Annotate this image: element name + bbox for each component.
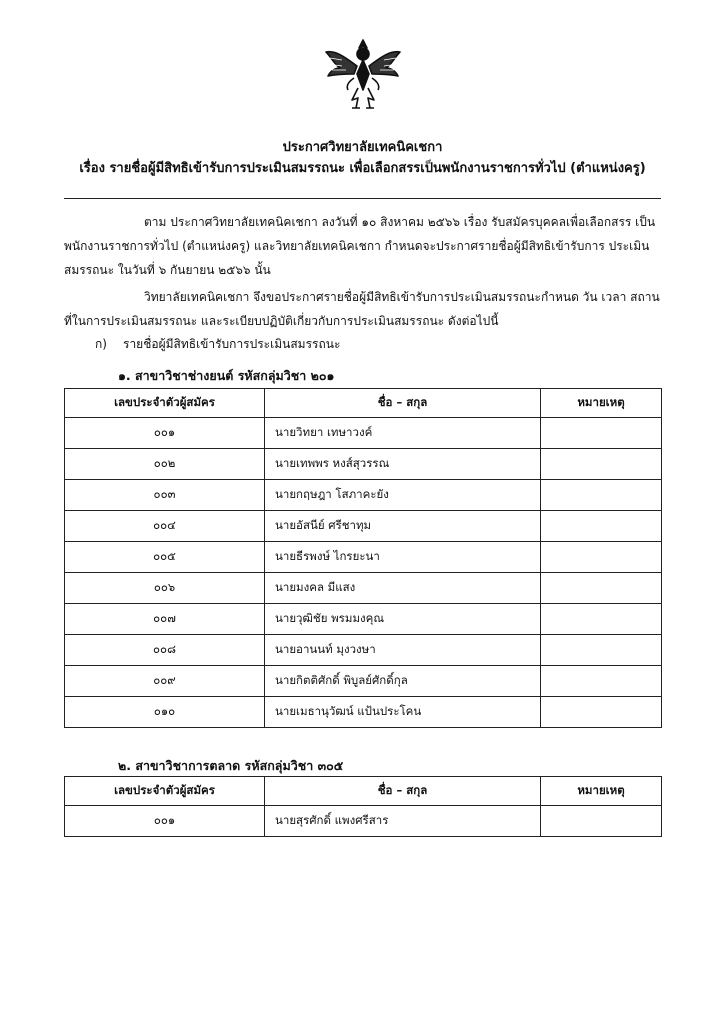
body-paragraph-1: ตาม ประกาศวิทยาลัยเทคนิคเชกา ลงวันที่ ๑๐ สิงหาคม ๒๕๖๖ เรื่อง รับสมัครบุคคลเพื่อเลือกสรร เป็นพนักงานราชการทั่วไป (ตำแหน่งครู) และวิทยาลัยเทคนิคเชกา กำหนดจะประกาศรายชื่อผู้มีสิทธิเข้ารับการ ประเมินสมรรถนะ ในวันที่ ๖ กันยายน ๒๕๖๖ นั้น [64, 215, 656, 277]
column-header-remark: หมายเหตุ [541, 389, 662, 418]
cell-name: นายวิทยา เทษาวงค์ [265, 418, 541, 449]
section-a-text: รายชื่อผู้มีสิทธิเข้ารับการประเมินสมรรถนะ [123, 337, 341, 351]
group-1-heading: ๑. สาขาวิชาช่างยนต์ รหัสกลุ่มวิชา ๒๐๑ [118, 368, 335, 383]
group-2-table [64, 776, 662, 837]
cell-remark [541, 542, 662, 573]
section-a-heading [95, 335, 340, 354]
table-row [65, 418, 662, 449]
table-row [65, 542, 662, 573]
table-row [65, 449, 662, 480]
cell-remark [541, 806, 662, 837]
table-row [65, 573, 662, 604]
group-1-table [64, 388, 662, 728]
cell-name: นายอานนท์ มุงวงษา [265, 635, 541, 666]
cell-id: ๐๑๐ [65, 697, 265, 728]
cell-name: นายเมธานุวัฒน์ แป้นประโคน [265, 697, 541, 728]
header-divider [64, 198, 661, 199]
table-row [65, 666, 662, 697]
garuda-emblem-icon [318, 34, 408, 114]
cell-remark [541, 449, 662, 480]
cell-name: นายมงคล มีแสง [265, 573, 541, 604]
cell-name: นายกิตติศักดิ์ พิบูลย์ศักดิ์กุล [265, 666, 541, 697]
cell-name: นายอัสนีย์ ศรีชาทุม [265, 511, 541, 542]
cell-remark [541, 635, 662, 666]
cell-id: ๐๐๘ [65, 635, 265, 666]
column-header-remark: หมายเหตุ [541, 777, 662, 806]
cell-id: ๐๐๓ [65, 480, 265, 511]
table-header-row [65, 777, 662, 806]
cell-name: นายธีรพงษ์ ไกรยะนา [265, 542, 541, 573]
cell-name: นายกฤษฎา โสภาคะยัง [265, 480, 541, 511]
announcement-subject: เรื่อง รายชื่อผู้มีสิทธิเข้ารับการประเมินสมรรถนะ เพื่อเลือกสรรเป็นพนักงานราชการทั่วไป (ตำแหน่งครู) [79, 161, 646, 176]
column-header-name: ชื่อ – สกุล [265, 389, 541, 418]
cell-id: ๐๐๔ [65, 511, 265, 542]
cell-remark [541, 418, 662, 449]
column-header-id: เลขประจำตัวผู้สมัคร [65, 389, 265, 418]
cell-name: นายสุรศักดิ์ แพงศรีสาร [265, 806, 541, 837]
column-header-id: เลขประจำตัวผู้สมัคร [65, 777, 265, 806]
announcement-title: ประกาศวิทยาลัยเทคนิคเชกา [282, 140, 443, 155]
cell-id: ๐๐๙ [65, 666, 265, 697]
table-header-row [65, 389, 662, 418]
cell-remark [541, 604, 662, 635]
table-row [65, 511, 662, 542]
table-row [65, 604, 662, 635]
cell-remark [541, 666, 662, 697]
cell-remark [541, 511, 662, 542]
table-row [65, 697, 662, 728]
cell-remark [541, 697, 662, 728]
cell-name: นายเทพพร หงส์สุวรรณ [265, 449, 541, 480]
table-row [65, 806, 662, 837]
column-header-name: ชื่อ – สกุล [265, 777, 541, 806]
cell-remark [541, 573, 662, 604]
cell-id: ๐๐๒ [65, 449, 265, 480]
cell-remark [541, 480, 662, 511]
cell-id: ๐๐๑ [65, 806, 265, 837]
section-a-label: ก) [95, 337, 107, 351]
table-row [65, 635, 662, 666]
cell-id: ๐๐๗ [65, 604, 265, 635]
cell-id: ๐๐๖ [65, 573, 265, 604]
cell-name: นายวุฒิชัย พรมมงคุณ [265, 604, 541, 635]
table-row [65, 480, 662, 511]
cell-id: ๐๐๕ [65, 542, 265, 573]
group-2-heading: ๒. สาขาวิชาการตลาด รหัสกลุ่มวิชา ๓๐๕ [118, 758, 344, 773]
cell-id: ๐๐๑ [65, 418, 265, 449]
body-paragraph-2: วิทยาลัยเทคนิคเชกา จึงขอประกาศรายชื่อผู้มีสิทธิเข้ารับการประเมินสมรรถนะกำหนด วัน เวลา สถานที่ในการประเมินสมรรถนะ และระเบียบปฏิบัติเกี่ยวกับการประเมินสมรรถนะ ดังต่อไปนี้ [64, 290, 660, 328]
